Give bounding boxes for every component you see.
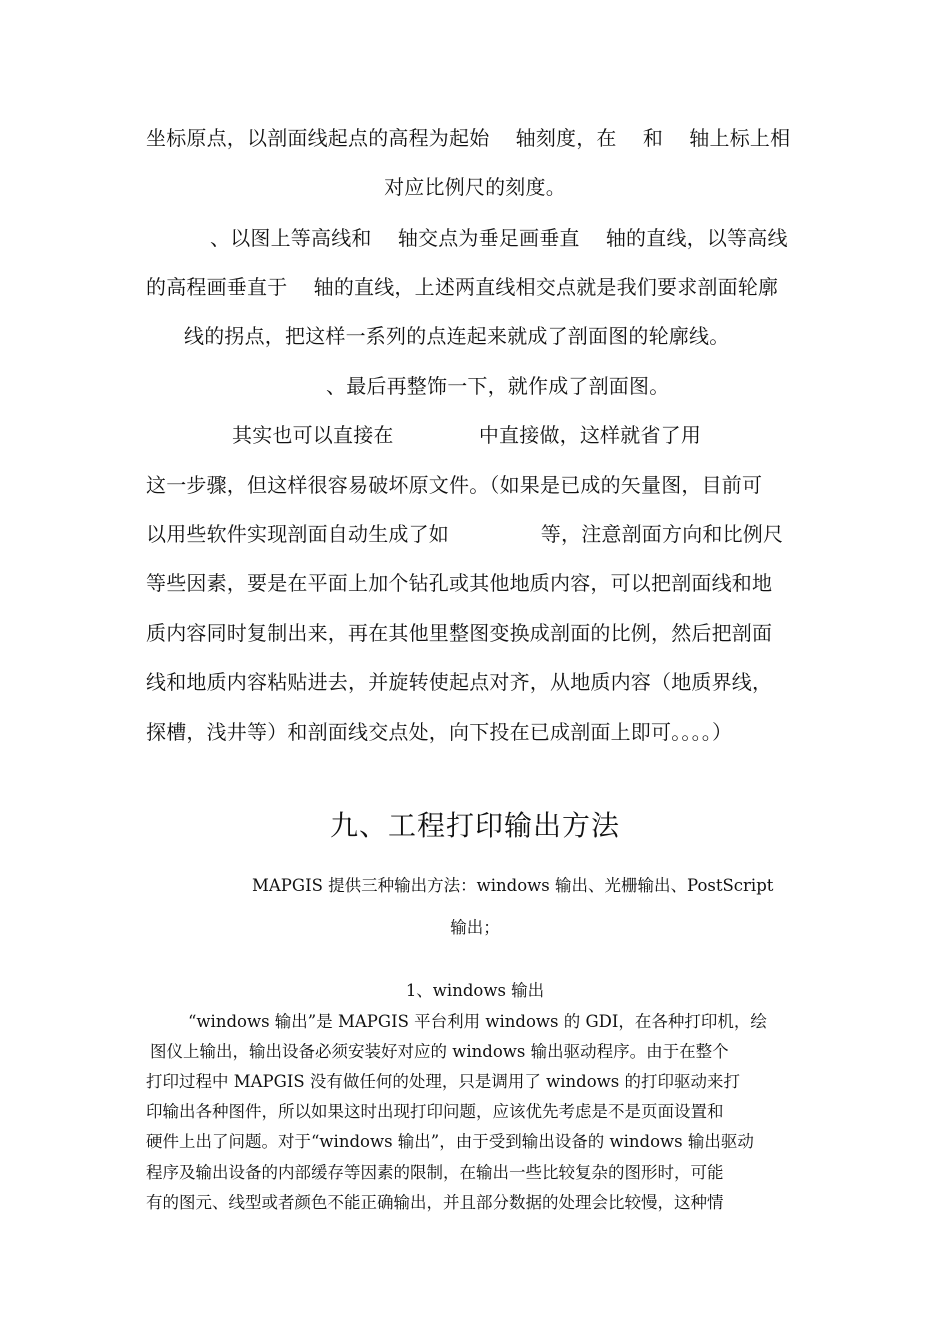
- sub-heading: 1、windows 输出: [405, 981, 545, 1000]
- paragraph-line: 、最后再整饰一下，就作成了剖面图。: [326, 374, 670, 398]
- paragraph-line: 印输出各种图件，所以如果这时出现打印问题，应该优先考虑是不是页面设置和: [146, 1102, 724, 1121]
- paragraph-line: 硬件上出了问题。对于“windows 输出”，由于受到输出设备的 windows 输出驱动: [146, 1132, 754, 1151]
- section-heading: 九、工程打印输出方法: [329, 809, 620, 842]
- paragraph-line: 线和地质内容粘贴进去，并旋转使起点对齐，从地质内容（地质界线，: [146, 670, 773, 694]
- paragraph-line: 其实也可以直接在 中直接做，这样就省了用: [232, 423, 702, 447]
- paragraph-line: 有的图元、线型或者颜色不能正确输出，并且部分数据的处理会比较慢，这种情: [146, 1193, 724, 1212]
- paragraph-line: 这一步骤，但这样很容易破坏原文件。（如果是已成的矢量图，目前可: [146, 473, 763, 497]
- paragraph-line: 等些因素，要是在平面上加个钻孔或其他地质内容，可以把剖面线和地: [146, 571, 773, 595]
- paragraph-line: 程序及输出设备的内部缓存等因素的限制，在输出一些比较复杂的图形时，可能: [146, 1163, 724, 1182]
- paragraph-line: 、以图上等高线和 轴交点为垂足画垂直 轴的直线，以等高线: [210, 226, 788, 250]
- paragraph-line: 打印过程中 MAPGIS 没有做任何的处理，只是调用了 windows 的打印驱动来打: [146, 1072, 741, 1091]
- paragraph-line: 输出；: [450, 918, 500, 937]
- paragraph-line: “windows 输出”是 MAPGIS 平台利用 windows 的 GDI，在各种打印机，绘: [188, 1012, 767, 1031]
- paragraph-line: 图仪上输出，输出设备必须安装好对应的 windows 输出驱动程序。由于在整个: [150, 1042, 729, 1061]
- paragraph-line: 以用些软件实现剖面自动生成了如 等，注意剖面方向和比例尺: [146, 522, 784, 546]
- paragraph-line: 探槽，浅井等）和剖面线交点处，向下投在已成剖面上即可。。。。）: [146, 720, 733, 744]
- paragraph-line: 对应比例尺的刻度。: [384, 175, 566, 199]
- paragraph-line: 坐标原点，以剖面线起点的高程为起始 轴刻度，在 和 轴上标上相: [146, 126, 791, 150]
- paragraph-line: 线的拐点，把这样一系列的点连起来就成了剖面图的轮廓线。: [184, 324, 730, 348]
- paragraph-line: 质内容同时复制出来，再在其他里整图变换成剖面的比例，然后把剖面: [146, 621, 773, 645]
- paragraph-line: MAPGIS 提供三种输出方法：windows 输出、光栅输出、PostScript: [252, 876, 774, 895]
- paragraph-line: 的高程画垂直于 轴的直线，上述两直线相交点就是我们要求剖面轮廓: [146, 275, 779, 299]
